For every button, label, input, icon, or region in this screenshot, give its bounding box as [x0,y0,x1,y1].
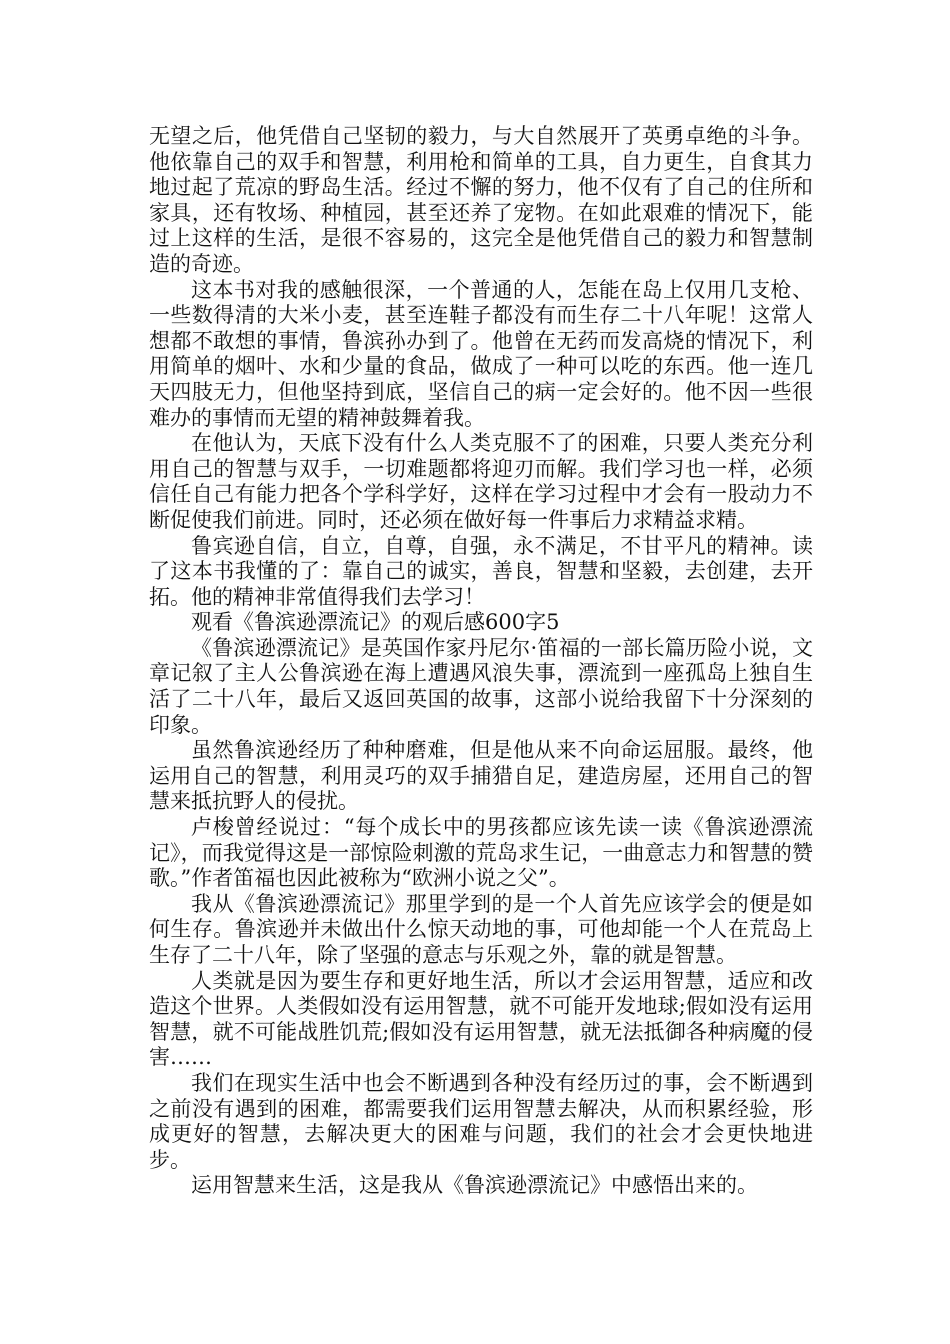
paragraph-11: 运用智慧来生活，这是我从《鲁滨逊漂流记》中感悟出来的。 [191,1173,758,1198]
section-heading: 观看《鲁滨逊漂流记》的观后感600字5 [191,610,560,635]
paragraph-5: 《鲁滨逊漂流记》是英国作家丹尼尔·笛福的一部长篇历险小说，文章记叙了主人公鲁滨逊在海上遭遇风浪失事，漂流到一座孤岛上独自生活了二十八年，最后又返回英国的故事，这部小说给我留下十分深刻的印象。 [149,635,813,737]
paragraph-8: 我从《鲁滨逊漂流记》那里学到的是一个人首先应该学会的便是如何生存。鲁滨逊并未做出什么惊天动地的事，可他却能一个人在荒岛上生存了二十八年，除了坚强的意志与乐观之外，靠的就是智慧。 [149,891,813,967]
paragraph-3: 在他认为，天底下没有什么人类克服不了的困难，只要人类充分利用自己的智慧与双手，一切难题都将迎刃而解。我们学习也一样，必须信任自己有能力把各个学科学好，这样在学习过程中才会有一股动力不断促使我们前进。同时，还必须在做好每一件事后力求精益求精。 [149,431,813,532]
paragraph-1: 无望之后，他凭借自己坚韧的毅力，与大自然展开了英勇卓绝的斗争。他依靠自己的双手和智慧，利用枪和简单的工具，自力更生，自食其力地过起了荒凉的野岛生活。经过不懈的努力，他不仅有了自己的住所和家具，还有牧场、种植园，甚至还养了宠物。在如此艰难的情况下，能过上这样的生活，是很不容易的，这完全是他凭借自己的毅力和智慧制造的奇迹。 [149,124,813,276]
paragraph-9: 人类就是因为要生存和更好地生活，所以才会运用智慧，适应和改造这个世界。人类假如没有运用智慧，就不可能开发地球;假如没有运用智慧，就不可能战胜饥荒;假如没有运用智慧，就无法抵御各种病魔的侵害…… [149,968,813,1070]
paragraph-10: 我们在现实生活中也会不断遇到各种没有经历过的事，会不断遇到之前没有遇到的困难，都需要我们运用智慧去解决，从而积累经验，形成更好的智慧，去解决更大的困难与问题，我们的社会才会更快地进步。 [149,1070,813,1172]
paragraph-4: 鲁宾逊自信，自立，自尊，自强，永不满足，不甘平凡的精神。读了这本书我懂的了：靠自己的诚实，善良，智慧和坚毅，去创建，去开拓。他的精神非常值得我们去学习！ [149,533,813,609]
paragraph-7: 卢梭曾经说过：“每个成长中的男孩都应该先读一读《鲁滨逊漂流记》，而我觉得这是一部惊险刺激的荒岛求生记，一曲意志力和智慧的赞歌。”作者笛福也因此被称为“欧洲小说之父”。 [149,815,813,891]
paragraph-2: 这本书对我的感触很深，一个普通的人，怎能在岛上仅用几支枪、一些数得清的大米小麦，甚至连鞋子都没有而生存二十八年呢！这常人想都不敢想的事情，鲁滨孙办到了。他曾在无药而发高烧的情况下，利用简单的烟叶、水和少量的食品，做成了一种可以吃的东西。他一连几天四肢无力，但他坚持到底，坚信自己的病一定会好的。他不因一些很难办的事情而无望的精神鼓舞着我。 [149,277,813,430]
paragraph-6: 虽然鲁滨逊经历了种种磨难，但是他从来不向命运屈服。最终，他运用自己的智慧，利用灵巧的双手捕猎自足，建造房屋，还用自己的智慧来抵抗野人的侵扰。 [149,738,813,814]
document-body [149,124,813,1199]
